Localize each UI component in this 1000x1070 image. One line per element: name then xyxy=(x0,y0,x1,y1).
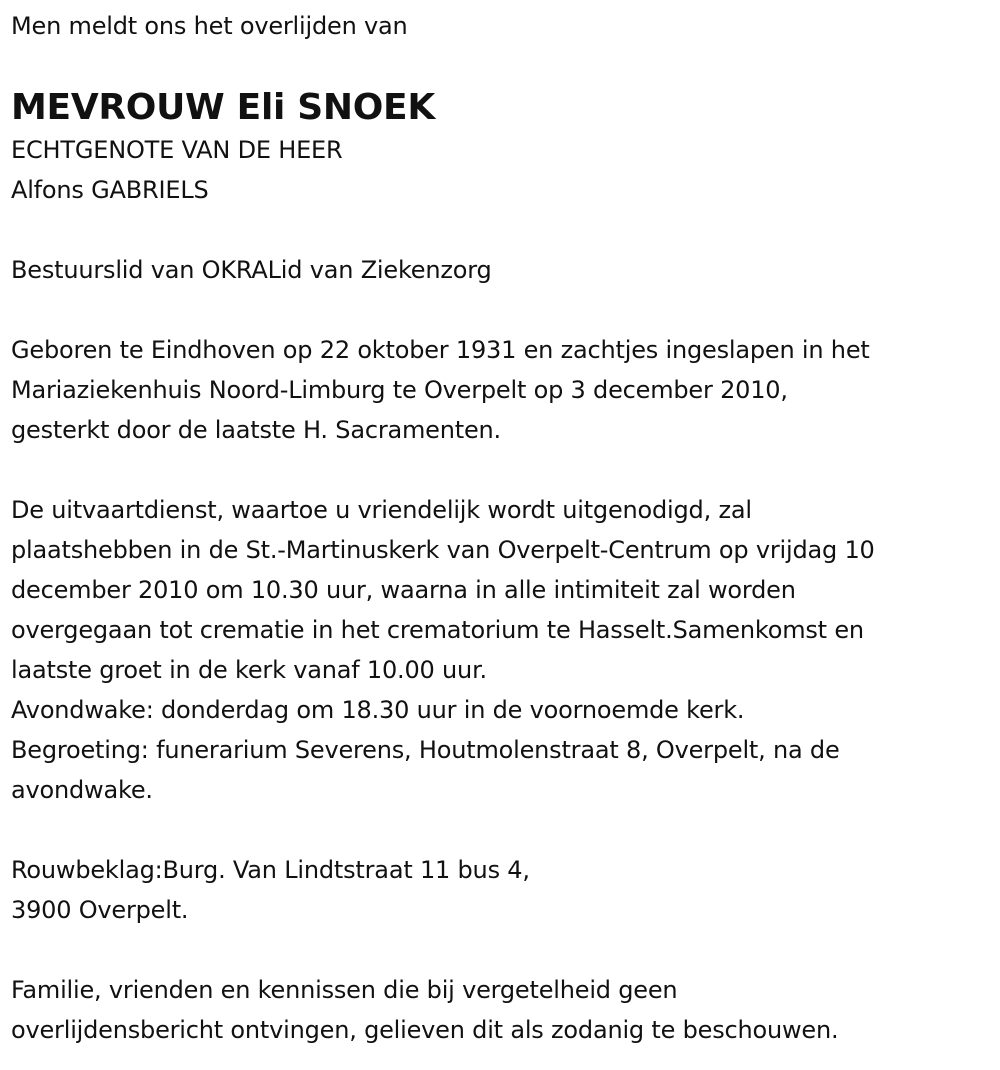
paragraph-line: laatste groet in de kerk vanaf 10.00 uur. xyxy=(11,656,487,684)
spacer xyxy=(11,210,996,250)
paragraph-line: december 2010 om 10.30 uur, waarna in alle intimiteit zal worden xyxy=(11,576,796,604)
paragraph-line: Avondwake: donderdag om 18.30 uur in de voornoemde kerk. xyxy=(11,696,745,724)
condolence-address xyxy=(11,850,996,930)
spacer xyxy=(11,290,996,330)
paragraph-line: Mariaziekenhuis Noord-Limburg te Overpelt op 3 december 2010, xyxy=(11,376,788,404)
spacer xyxy=(11,450,996,490)
paragraph-line: Familie, vrienden en kennissen die bij vergetelheid geen xyxy=(11,976,678,1004)
paragraph-line: De uitvaartdienst, waartoe u vriendelijk wordt uitgenodigd, zal xyxy=(11,496,752,524)
paragraph-line: plaatshebben in de St.-Martinuskerk van Overpelt-Centrum op vrijdag 10 xyxy=(11,536,875,564)
closing-paragraph xyxy=(11,970,996,1050)
spacer xyxy=(11,810,996,850)
deceased-block xyxy=(11,86,996,210)
death-notice xyxy=(11,6,996,1050)
roles-text: Bestuurslid van OKRALid van Ziekenzorg xyxy=(11,256,492,284)
spouse-name: Alfons GABRIELS xyxy=(11,176,209,204)
funeral-paragraph xyxy=(11,490,996,810)
paragraph-line: avondwake. xyxy=(11,776,153,804)
paragraph-line: overgegaan tot crematie in het crematorium te Hasselt.Samenkomst en xyxy=(11,616,864,644)
paragraph-line: Begroeting: funerarium Severens, Houtmolenstraat 8, Overpelt, na de xyxy=(11,736,840,764)
paragraph-line: Geboren te Eindhoven op 22 oktober 1931 en zachtjes ingeslapen in het xyxy=(11,336,870,364)
address-line: 3900 Overpelt. xyxy=(11,896,189,924)
deceased-name: MEVROUW Eli SNOEK xyxy=(11,87,435,128)
paragraph-line: gesterkt door de laatste H. Sacramenten. xyxy=(11,416,501,444)
intro-text: Men meldt ons het overlijden van xyxy=(11,12,408,40)
paragraph-line: overlijdensbericht ontvingen, gelieven dit als zodanig te beschouwen. xyxy=(11,1016,839,1044)
spacer xyxy=(11,930,996,970)
address-line: Rouwbeklag:Burg. Van Lindtstraat 11 bus 4, xyxy=(11,856,530,884)
birth-death-paragraph xyxy=(11,330,996,450)
relation-text: ECHTGENOTE VAN DE HEER xyxy=(11,136,343,164)
